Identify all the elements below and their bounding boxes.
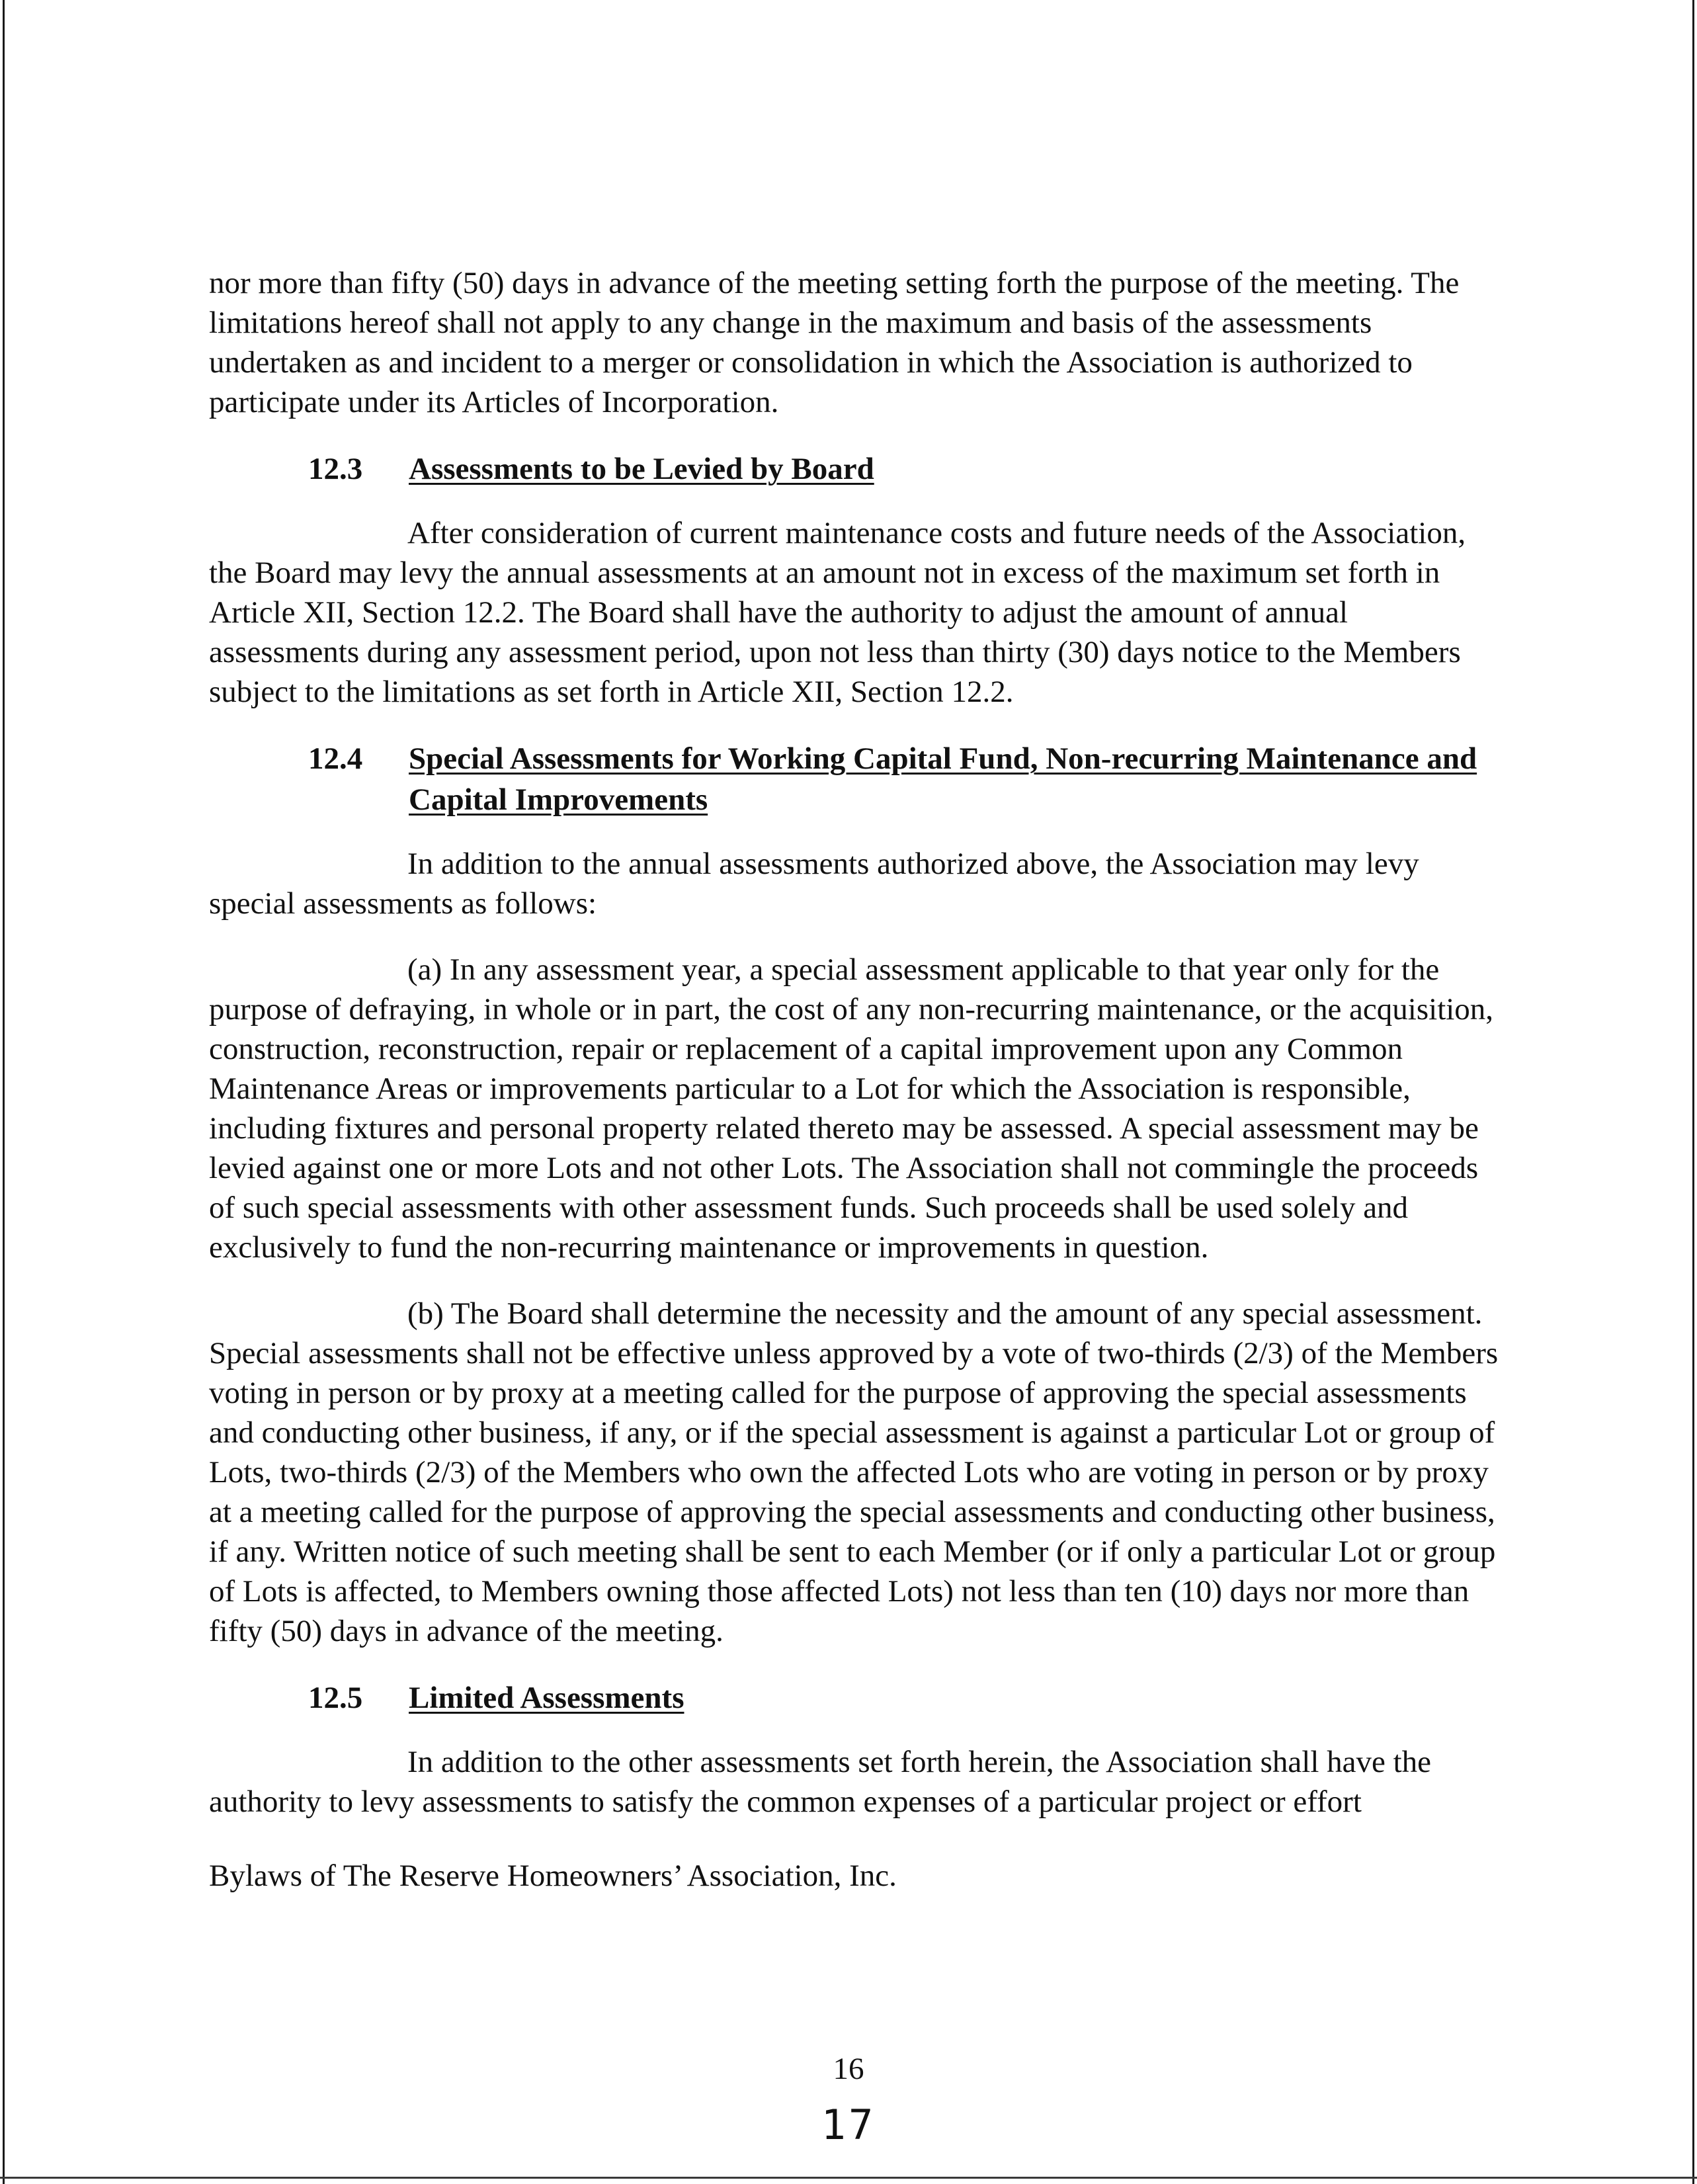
- page-number: 16: [833, 2052, 864, 2086]
- document-body: [209, 263, 1505, 1896]
- section-title: Special Assessments for Working Capital Fund, Non-recurring Maintenance and Capital Improvements: [409, 741, 1477, 817]
- section-12-3-paragraph: After consideration of current maintenance costs and future needs of the Association, the Board may levy the annual assessments at an amount not in excess of the maximum set forth in Article XII, Section 12.2. The Board shall have the authority to adjust the amount of annual assessments during any assessment period, upon not less than thirty (30) days notice to the Members subject to the limitations as set forth in Article XII, Section 12.2.: [209, 516, 1466, 709]
- section-title: Limited Assessments: [409, 1681, 684, 1715]
- section-heading-12-4: [209, 738, 1505, 820]
- section-heading-12-5: [209, 1677, 1505, 1718]
- section-heading-12-3: [209, 448, 1505, 489]
- section-12-4-item-b: (b) The Board shall determine the necessity and the amount of any special assessment. Special assessments shall not be effective unless approved by a vote of two-thirds (2/3) of the Members voting in person or by proxy at a meeting called for the purpose of approving the special assessments and conducting other business, if any, or if the special assessment is against a particular Lot or group of Lots, two-thirds (2/3) of the Members who own the affected Lots who are voting in person or by proxy at a meeting called for the purpose of approving the special assessments and conducting other business, if any. Written notice of such meeting shall be sent to each Member (or if only a particular Lot or group of Lots is affected, to Members owning those affected Lots) not less than ten (10) days nor more than fifty (50) days in advance of the meeting.: [209, 1296, 1499, 1648]
- page-border-bottom: [0, 2177, 1697, 2179]
- section-12-4-item-a: (a) In any assessment year, a special assessment applicable to that year only for the purpose of defraying, in whole or in part, the cost of any non-recurring maintenance, or the acquisition, construction, reconstruction, repair or replacement of a capital improvement upon any Common Maintenance Areas or improvements particular to a Lot for which the Association is responsible, including fixtures and personal property related thereto may be assessed. A special assessment may be levied against one or more Lots and not other Lots. The Association shall not commingle the proceeds of such special assessments with other assessment funds. Such proceeds shall be used solely and exclusively to fund the non-recurring maintenance or improvements in question.: [209, 952, 1494, 1265]
- section-12-4-intro: In addition to the annual assessments authorized above, the Association may levy special assessments as follows:: [209, 847, 1419, 921]
- footer-document-title: Bylaws of The Reserve Homeowners’ Association, Inc.: [209, 1859, 897, 1893]
- section-title: Assessments to be Levied by Board: [409, 452, 874, 486]
- section-number: 12.4: [308, 741, 363, 776]
- page-border-left: [3, 0, 5, 2184]
- page-border-right: [1692, 0, 1694, 2184]
- section-number: 12.3: [308, 452, 363, 486]
- section-12-5-paragraph: In addition to the other assessments set forth herein, the Association shall have the authority to levy assessments to satisfy the common expenses of a particular project or effort: [209, 1745, 1432, 1819]
- intro-paragraph: nor more than fifty (50) days in advance of the meeting setting forth the purpose of the meeting. The limitations hereof shall not apply to any change in the maximum and basis of the assessments undertaken as and incident to a merger or consolidation in which the Association is authorized to participate under its Articles of Incorporation.: [209, 266, 1460, 419]
- handwritten-page-number: 17: [821, 2101, 876, 2149]
- section-number: 12.5: [308, 1681, 363, 1715]
